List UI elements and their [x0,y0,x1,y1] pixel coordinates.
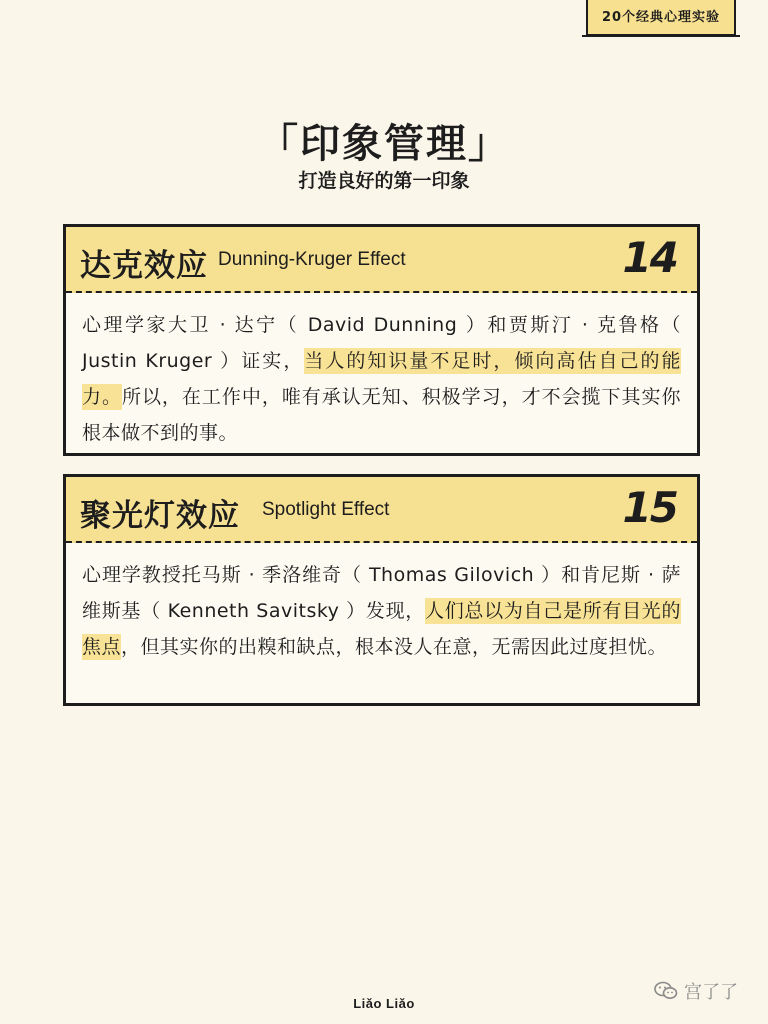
card-header [66,477,697,543]
wechat-icon [654,981,678,1001]
card-title-zh: 达克效应 [80,248,208,284]
card-body-text-end: 所以，在工作中，唯有承认无知、积极学习，才不会揽下其实你根本做不到的事。 [82,386,681,444]
page-subtitle: 打造良好的第一印象 [298,170,470,192]
card-body-highlight: 当人的知识量不足时，倾向高估自己的能力。 [82,350,681,408]
watermark-text: 宫了了 [684,982,738,1003]
account-watermark [654,978,738,1004]
card-body-highlight: 人们总以为自己是所有目光的焦点 [82,600,681,658]
card-title-zh: 聚光灯效应 [80,498,240,534]
card-body [66,543,697,665]
page-title: 「印象管理」 [258,121,510,167]
series-tag: 20个经典心理实验 [586,0,736,36]
card-body-text-end: ，但其实你的出糗和缺点，根本没人在意，无需因此过度担忧。 [121,636,668,658]
card-number: 14 [622,233,677,282]
card-title-en: Spotlight Effect [262,499,390,520]
card-title-en: Dunning-Kruger Effect [218,249,406,270]
card-header [66,227,697,293]
card-body-text: 心理学教授托马斯 · 季洛维奇（ Thomas Gilovich ）和肯尼斯 · 萨维斯基（ Kenneth Savitsky ）发现， [82,564,681,622]
effect-card-spotlight [63,474,700,706]
effect-card-dunning-kruger [63,224,700,456]
card-number: 15 [622,483,677,532]
brand-logo: Liǎo Liǎo [353,996,415,1011]
card-body [66,293,697,451]
card-body-text: 心理学家大卫 · 达宁（ David Dunning ）和贾斯汀 · 克鲁格（ Justin Kruger ）证实， [82,314,681,372]
